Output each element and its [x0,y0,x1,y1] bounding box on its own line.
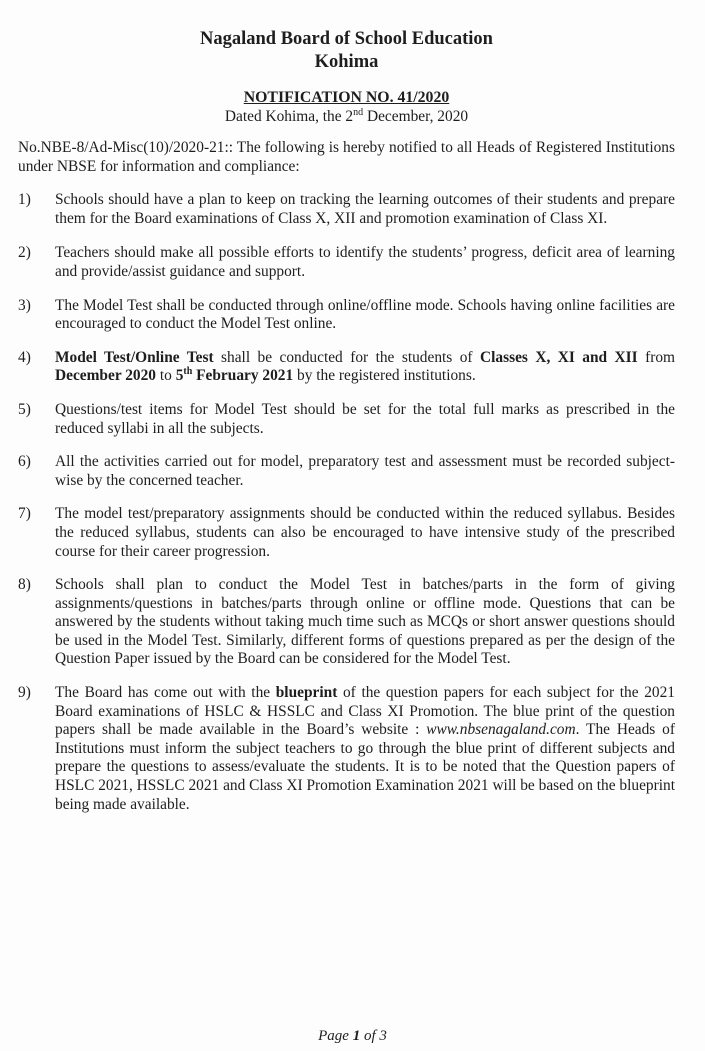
dated-suffix: December, 2020 [363,108,469,125]
item-text: All the activities carried out for model, preparatory test and assessment must be recorded subject-wise by the concerned teacher. [55,453,675,489]
item-number: 7) [18,505,31,523]
website-link[interactable]: www.nbsenagaland.com [426,721,576,739]
footer-total-pages: 3 [379,1028,387,1044]
item-text: Questions/test items for Model Test should be set for the total full marks as prescribed in the reduced syllabi in all the subjects. [55,400,675,437]
item-text [55,684,675,814]
intro-paragraph: No.NBE-8/Ad-Misc(10)/2020-21:: The following is hereby notified to all Heads of Registered Institutions under NBSE for information and compliance: [18,139,675,175]
list-item [18,576,675,669]
footer-middle: of [360,1028,380,1044]
item-4-bold-1: Model Test/Online Test [55,348,214,366]
list-item [18,453,675,490]
item-4-bold-2: Classes X, XI and XII [480,348,638,366]
item-4-text-2: from [637,348,676,366]
item-number: 2) [18,244,31,262]
org-name: Nagaland Board of School Education [200,29,493,49]
dated-line [18,107,675,126]
item-text [55,349,675,386]
item-number: 3) [18,296,31,314]
item-text: Schools shall plan to conduct the Model Test in batches/parts in the form of giving assignments/questions in batches/parts through online or offline mode. Questions that can be answered by the students without taking much time such as MCQs or short answer questions should be used in the Model Test. Similarly, different forms of questions prepared as per the design of the Question Paper issued by the Board can be considered for the Model Test. [55,576,675,668]
item-4-sup: th [183,366,193,378]
item-number: 4) [18,348,31,366]
item-4-bold-3: December 2020 [55,367,157,385]
item-text: Teachers should make all possible efforts to identify the students’ progress, deficit area of learning and provide/assist guidance and support. [55,244,675,280]
footer-prefix: Page [318,1028,353,1044]
list-item [18,401,675,438]
item-text: The model test/preparatory assignments should be conducted within the reduced syllabus. Besides the reduced syllabus, students can also be encouraged to have intensive study of the prescribed course for their career progression. [55,505,675,560]
item-text: Schools should have a plan to keep on tracking the learning outcomes of their students and prepare them for the Board examinations of Class X, XII and promotion examination of Class XI. [55,191,675,227]
footer-current-page: 1 [352,1028,361,1044]
item-number: 6) [18,453,31,471]
item-4-bold-5: February 2021 [192,367,294,385]
item-4-text-3: to [156,367,176,385]
notification-title: NOTIFICATION NO. 41/2020 [243,89,450,106]
page-footer [0,1027,705,1046]
item-4-bold-4: 5 [175,367,184,385]
list-item [18,684,675,814]
item-9-text-2: of the question papers for each subject for the 2021 Board examinations of HSLC & HSSLC and Class XI Promotion. The blue print of the question papers shall be made available in the Board’s website : [55,684,675,739]
item-9-bold: blueprint [275,684,338,702]
list-item [18,297,675,334]
item-number: 1) [18,191,31,209]
list-item [18,244,675,281]
item-4-text-1: shall be conducted for the students of [213,348,480,366]
dated-prefix: Dated Kohima, the 2 [224,108,354,125]
list-item [18,505,675,561]
dated-sup: nd [353,106,364,118]
item-9-text-1: The Board has come out with the [55,684,276,702]
item-number: 5) [18,400,31,418]
item-4-text-4: by the registered institutions. [293,367,476,385]
item-9-text-3: . The Heads of Institutions must inform the subject teachers to go through the blue print of different subjects and prepare the questions to assess/evaluate the students. It is to be noted that the Question papers of HSLC 2021, HSSLC 2021 and Class XI Promotion Examination 2021 will be based on the blueprint being made available. [55,721,675,813]
list-item [18,349,675,386]
item-text: The Model Test shall be conducted through online/offline mode. Schools having online facilities are encouraged to conduct the Model Test online. [55,296,675,333]
item-number: 9) [18,684,31,702]
org-city: Kohima [314,52,379,72]
list-item [18,191,675,228]
item-number: 8) [18,576,31,594]
